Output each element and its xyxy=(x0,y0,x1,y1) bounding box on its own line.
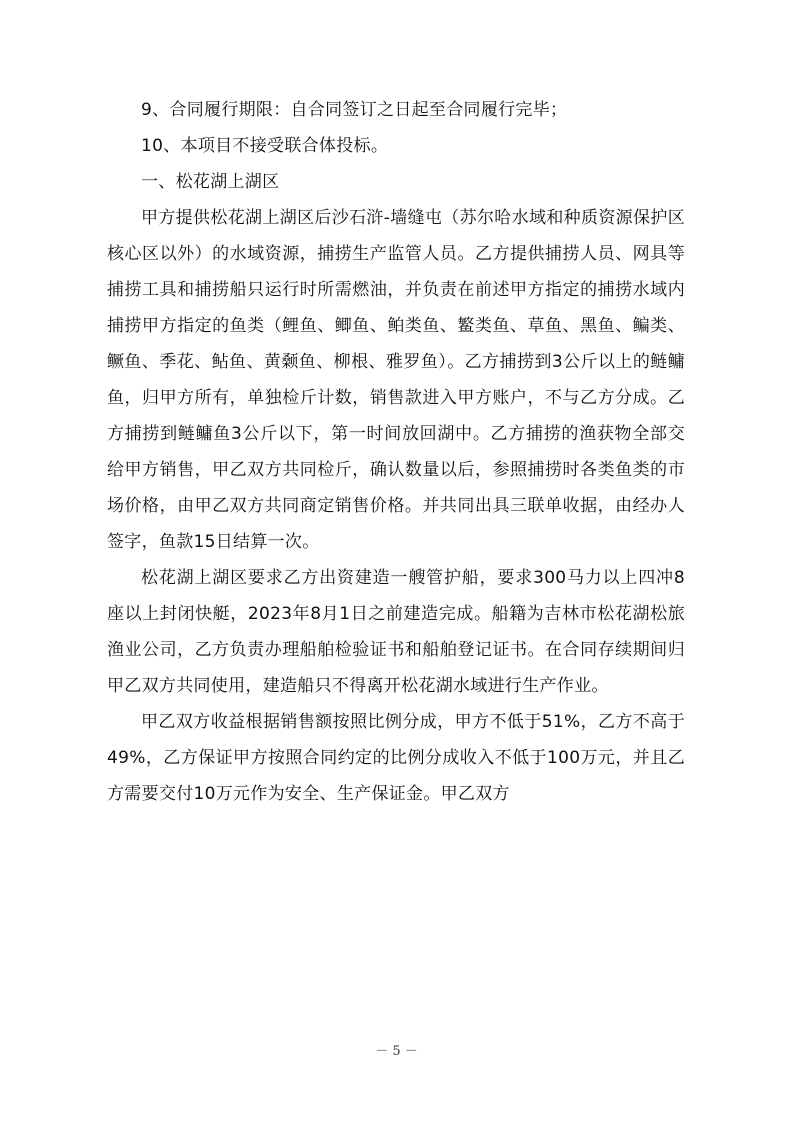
document-body xyxy=(107,92,685,812)
clause-contract-period: 9、合同履行期限：自合同签订之日起至合同履行完毕； xyxy=(141,100,568,120)
paragraph-fishing-terms: 甲方提供松花湖上湖区后沙石浒-墙缝屯（苏尔哈水域和种质资源保护区核心区以外）的水域资源，捕捞生产监管人员。乙方提供捕捞人员、网具等捕捞工具和捕捞船只运行时所需燃油，并负责在前述甲方指定的捕捞水域内捕捞甲方指定的鱼类（鲤鱼、鲫鱼、鲌类鱼、鳘类鱼、草鱼、黑鱼、鳊类、鳜鱼、季花、鲇鱼、黄颡鱼、柳根、雅罗鱼）。乙方捕捞到3公斤以上的鲢鳙鱼，归甲方所有，单独检斤计数，销售款进入甲方账户，不与乙方分成。乙方捕捞到鲢鳙鱼3公斤以下，第一时间放回湖中。乙方捕捞的渔获物全部交给甲方销售，甲乙双方共同检斤，确认数量以后，参照捕捞时各类鱼类的市场价格，由甲乙双方共同商定销售价格。并共同出具三联单收据，由经办人签字，鱼款15日结算一次。 xyxy=(107,208,685,552)
section-heading: 一、松花湖上湖区 xyxy=(141,172,280,192)
paragraph-patrol-boat: 松花湖上湖区要求乙方出资建造一艘管护船，要求300马力以上四冲8座以上封闭快艇，2023年8月1日之前建造完成。船籍为吉林市松花湖松旅渔业公司，乙方负责办理船舶检验证书和船舶登记证书。在合同存续期间归甲乙双方共同使用，建造船只不得离开松花湖水域进行生产作业。 xyxy=(107,568,685,696)
clause-no-consortium: 10、本项目不接受联合体投标。 xyxy=(141,136,389,156)
paragraph-revenue-share: 甲乙双方收益根据销售额按照比例分成，甲方不低于51%，乙方不高于49%，乙方保证甲方按照合同约定的比例分成收入不低于100万元，并且乙方需要交付10万元作为安全、生产保证金。甲乙双方 xyxy=(107,712,685,804)
page-number: － 5 － xyxy=(375,1044,418,1059)
